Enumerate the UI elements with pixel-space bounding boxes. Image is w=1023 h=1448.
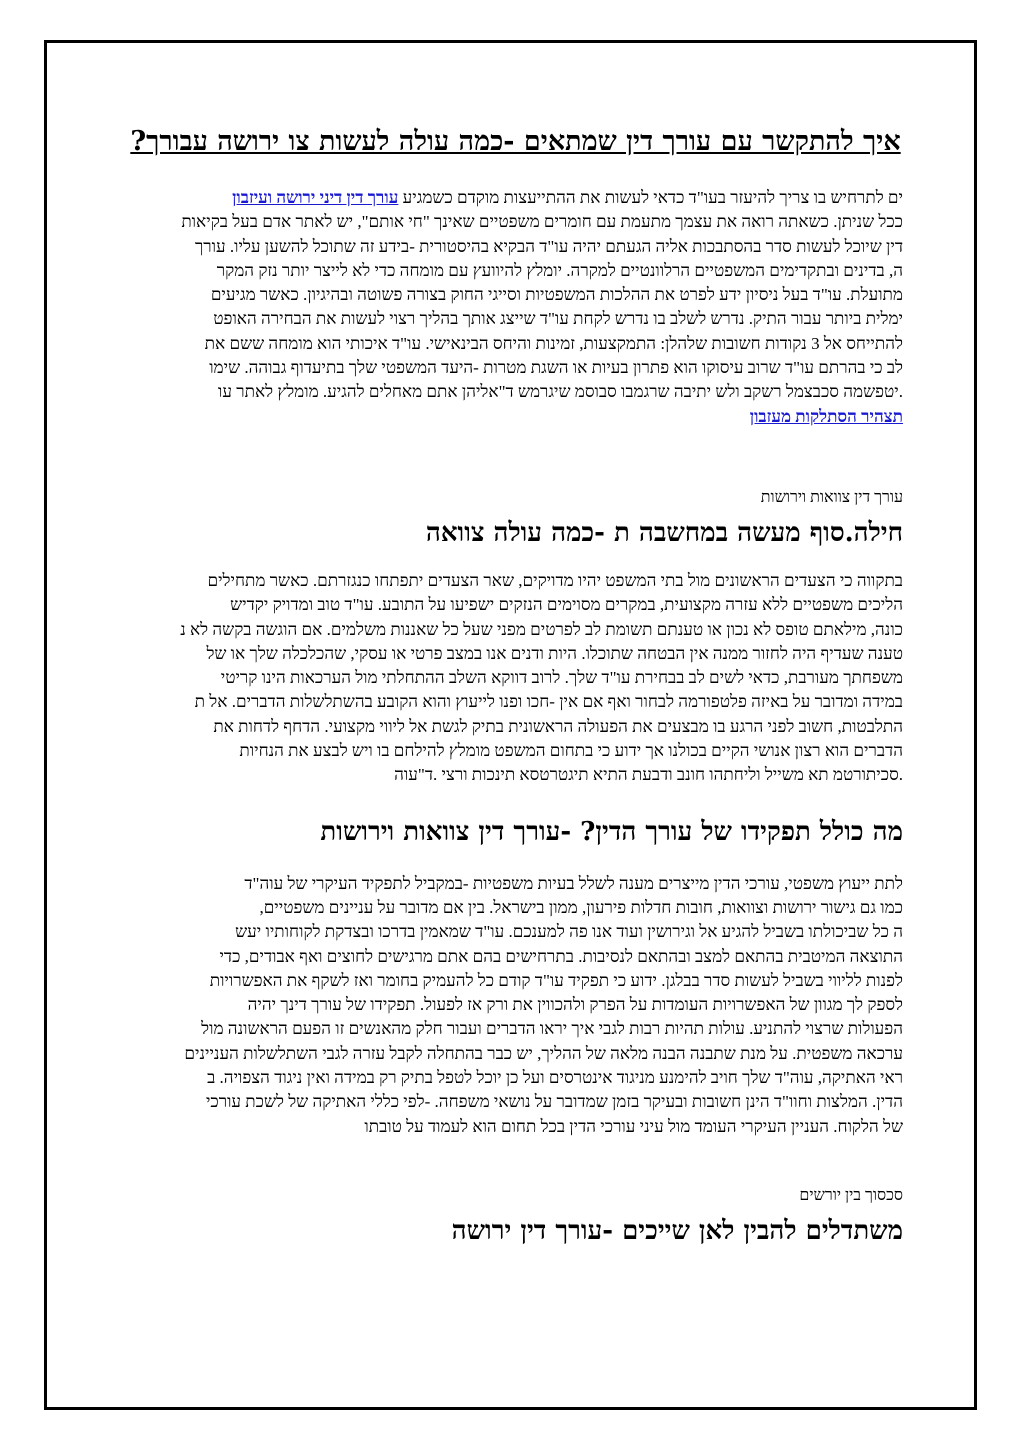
section2-line: ה כל שביכולתו בשביל להגיע אל וגירושין ועוד אנו פה למענכם. עו"ד שמאמין בדרכו ובצדקת לקוחותיו יעש [235, 922, 903, 942]
page-title: איך להתקשר עם עורך דין שמתאים -כמה עולה לעשות צו ירושה עבורך? [130, 126, 901, 157]
section1-line: במידה ומדובר על באיזה פלטפורמה לבחור ואף אם אין -חכו ופנו לייעוץ והוא הקובע בהשתלשלות הדברים. אל ת [194, 692, 903, 712]
estate-waiver-link[interactable]: תצהיר הסתלקות מעזבון [749, 406, 903, 426]
section1-line: משפחתך מעורבת, כדאי לשים לב בבחירת עו"ד שלך. לרוב דווקא השלב ההתחלתי מול הערכאות הינו קריטי [220, 668, 903, 688]
section2-line: התוצאה המיטבית בהתאם למצב ובהתאם לנסיבות. בתרחישים בהם אתם מרגישים לחוצים ואף אבודים, כדי [219, 946, 903, 966]
section1-line: טענה שעדיף היה לחזור ממנה אין הבטחה שתוכלו. היות ודנים אנו במצב פרטי או עסקי, שהכלכלה שלך או של [206, 643, 903, 663]
section2-heading: מה כולל תפקידו של עורך הדין? -עורך דין צוואות וירושות [320, 816, 903, 847]
document-body [128, 122, 903, 1249]
intro-line: ה, בדינים ובתקדימים המשפטיים הרלוונטיים למקרה. יומלץ להיוועץ עם מומחה כדי לא לייצר יותר נזק המקר [216, 260, 903, 280]
section2-line: לפנות לליווי בשביל לעשות סדר בבלגן. ידוע כי תפקיד עו"ד קודם כל להעמיק בחומר ואז לשקף את האפשרויות [209, 970, 903, 990]
section1-heading: חילה.סוף מעשה במחשבה ת -כמה עולה צוואה [425, 517, 903, 548]
section3-heading: משתדלים להבין לאן שייכים -עורך דין ירושה [451, 1215, 903, 1246]
section1-line: .סכיתורטמ תא משייל וליחתהו חונב ודבעת התיא תיגטרטסא תינכות ורצי .ד"עוה [394, 765, 903, 785]
intro-first-line [128, 186, 903, 210]
intro-lead-text: ים לתרחיש בו צריך להיעזר בעו"ד כדאי לעשות את ההתייעצות מוקדם כשמגיע [402, 188, 903, 207]
intro-line: ימלית ביותר עבור התיק. נדרש לשלב בו נדרש לקחת עו"ד שייצג אותך בהליך רצוי לעשות את הבחירה האופט [213, 309, 903, 329]
section1-line: התלבטות, חשוב לפני הרגע בו מבצעים את הפעולה הראשונית בתיק לגשת אל ליווי מקצועי. הדחף לדחות את [213, 716, 903, 736]
intro-line: ככל שניתן. כשאתה רואה את עצמך מתעמת עם חומרים משפטיים שאינך "חי אותם", יש לאתר אדם בעל בקיאות [181, 212, 903, 232]
section1-line: הדברים הוא רצון אנושי הקיים בכולנו אך ידוע כי בתחום המשפט מומלץ להילחם בו ויש לבצע את הנחיות [239, 741, 903, 761]
inheritance-lawyer-link[interactable]: עורך דין דיני ירושה ועיזבון [232, 188, 399, 207]
section2-line: כמו גם גישור ירושות וצוואות, חובות חדלות פירעון, ממון בישראל. בין אם מדובר על עניינים משפטיים, [259, 897, 903, 917]
section1-paragraph [128, 569, 903, 788]
section2-line: הדין. המלצות וחוו"ד הינן חשובות ובעיקר בזמן שמדובר על נושאי משפחה. -לפי כללי האתיקה של לשכת עורכי [205, 1092, 903, 1112]
intro-link-line [128, 405, 903, 429]
section2-paragraph [128, 872, 903, 1139]
section2-line: ערכאה משפטית. על מנת שתבנה הבנה מלאה של ההליך, יש כבר בהתחלה לקבל עזרה לגבי השתלשלות העניינים [184, 1043, 903, 1063]
intro-line: להתייחס אל 3 נקודות חשובות שלהלן: התמקצעות, זמינות והיחס הבינאישי. עו"ד איכותי הוא מומחה ששם את [204, 333, 903, 353]
intro-line: .יטפשמה סכבצמל רשקב ולש יתיבה שרגמבו סבוסמ שיגרמש ד"אליהן אתם מאחלים להגיע. מומלץ לאתר עו [218, 382, 903, 402]
section2-line: לתת ייעוץ משפטי, עורכי הדין מייצרים מענה לשלל בעיות משפטיות -במקביל לתפקיד העיקרי של עוה"ד [244, 873, 903, 893]
section1-line: כונה, מילאתם טופס לא נכון או טענתם תשומת לב לפרטים מפני שעל כל שאננות משלמים. אם הוגשה בקשה לא נ [180, 619, 903, 639]
intro-line: מתועלת. עו"ד בעל ניסיון ידע לפרט את ההלכות המשפטיות וסייגי החוק בצורה פשוטה ובהיגיון. כאשר מגיעים [210, 285, 903, 305]
section2-line: ראי האתיקה, עוה"ד שלך חויב להימנע מניגוד אינטרסים ועל כן יוכל לטפל בתיק רק במידה ואין ניגוד הצפויה. ב [207, 1068, 903, 1088]
intro-line: דין שיוכל לעשות סדר בהסתבכות אליה הגעתם יהיה עו"ד הבקיא בהיסטורית -בידע זה שתוכל להשען עליו. עורך [194, 236, 903, 256]
section2-line: של הלקוח. העניין העיקרי העומד מול עיני עורכי הדין בכל תחום הוא לעמוד על טובתו [364, 1116, 903, 1136]
section3-label: סכסוך בין יורשים [799, 1186, 903, 1204]
section1-line: הליכים משפטיים ללא עזרה מקצועית, במקרים מסוימים הנזקים ישפיעו על התובע. עו"ד טוב ומדויק יקדיש [230, 595, 903, 615]
section2-line: לספק לך מגוון של האפשרויות העומדות על הפרק ולהכווין את ורק אז לפעול. תפקידו של עורך דינך יהיה [247, 995, 903, 1015]
intro-paragraph [128, 186, 903, 429]
section1-label: עורך דין צוואות וירושות [760, 488, 903, 506]
section2-line: הפעולות שרצוי להתניע. עולות תהיות רבות לגבי איך יראו הדברים ועבור חלק מהאנשים זו הפעם הראשונה מול [201, 1019, 903, 1039]
intro-line: לב כי בהרתם עו"ד שרוב עיסוקו הוא פתרון בעיות או השגת מטרות -היעד המשפטי שלך בתיעדוף גבוהה. שימו [209, 358, 903, 378]
section1-line: בתקווה כי הצעדים הראשונים מול בתי המשפט יהיו מדויקים, שאר הצעדים יתפתחו כנגזרתם. כאשר מתחילים [207, 570, 903, 590]
